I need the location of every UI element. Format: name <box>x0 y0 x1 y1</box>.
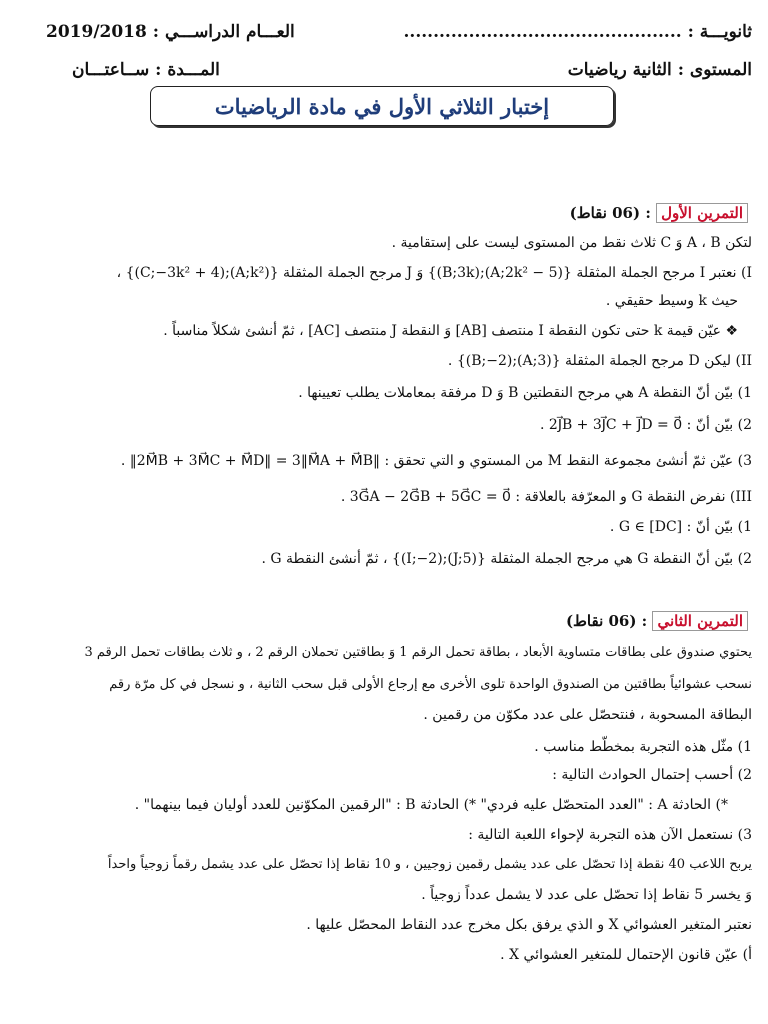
ex1-line: 2) بيّن أنّ النقطة G هي مرجح الجملة المثقلة {(J;5);(I;−2)} ، ثمّ أنشئ النقطة G . <box>261 551 752 567</box>
exam-title: إختبار الثلاثي الأول في مادة الرياضيات <box>214 93 550 119</box>
school-year: العـــام الدراســـي : 2019/2018 <box>46 22 295 42</box>
ex2-line: 1) مثّل هذه التجربة بمخطّط مناسب . <box>534 739 752 755</box>
school-label: ثانويـــة : ............................................... <box>403 22 752 42</box>
ex1-line: II) ليكن D مرجح الجملة المثقلة {(A;3);(B;−2)} . <box>447 353 752 369</box>
ex2-line: أ) عيّن قانون الإحتمال للمتغير العشوائي X . <box>500 947 752 963</box>
ex2-line: نعتبر المتغير العشوائي X و الذي يرفق بكل مخرج عدد النقاط المحصّل عليها . <box>306 917 752 933</box>
exercise2-heading <box>566 612 748 630</box>
ex1-line: 2) بيّن أنّ : 2J⃗B + 3J⃗C + J⃗D = 0⃗ . <box>540 417 752 433</box>
level-label: المستوى : الثانية رياضيات <box>567 60 752 80</box>
ex2-line: *) الحادثة A : "العدد المتحصّل عليه فردي" *) الحادثة B : "الرقمين المكوّنين للعدد أوليان فيما بينهما" . <box>134 797 728 813</box>
ex1-line: حيث k وسيط حقيقي . <box>605 293 738 309</box>
exercise1-title: التمرين الأول <box>656 203 748 223</box>
exercise1-heading <box>570 204 748 222</box>
exam-title-box <box>150 86 614 126</box>
ex1-line: III) نفرض النقطة G و المعرّفة بالعلاقة : 3G⃗A − 2G⃗B + 5G⃗C = 0⃗ . <box>340 489 752 505</box>
ex2-line: البطاقة المسحوبة ، فنتحصّل على عدد مكوّن من رقمين . <box>423 707 752 723</box>
ex1-line: لتكن A ، B وَ C ثلاث نقط من المستوى ليست على إستقامية . <box>391 235 752 251</box>
ex2-line: يحتوي صندوق على بطاقات متساوية الأبعاد ، بطاقة تحمل الرقم 1 وَ بطاقتين تحملان الرقم 2 ، و ثلاث بطاقات تحمل الرقم 3 <box>84 645 752 660</box>
ex2-line: 3) نستعمل الآن هذه التجربة لإحواء اللعبة التالية : <box>468 827 752 843</box>
ex2-line: 2) أحسب إحتمال الحوادث التالية : <box>552 767 752 783</box>
ex1-line: 3) عيّن ثمّ أنشئ مجموعة النقط M من المستوي و التي تحقق : ‖2M⃗B + 3M⃗C + M⃗D‖ = 3‖M⃗A + M⃗B‖ . <box>120 453 752 469</box>
ex2-line: يربح اللاعب 40 نقطة إذا تحصّل على عدد يشمل رقمين زوجيين ، و 10 نقاط إذا تحصّل على عدد يشمل رقماً زوجياً واحداً <box>107 857 752 872</box>
ex2-line: نسحب عشوائياً بطاقتين من الصندوق الواحدة تلوى الأخرى مع إرجاع الأولى قبل سحب الثانية ، و نسجل في كل مرّة رقم <box>109 677 752 692</box>
exercise2-points: : (06 نقاط) <box>565 612 653 630</box>
ex1-line: 1) بيّن أنّ النقطة A هي مرجح النقطتين B وَ D مرفقة بمعاملات يطلب تعيينها . <box>298 385 752 401</box>
ex1-line: 1) بيّن أنّ : G ∈ [DC] . <box>609 519 752 535</box>
ex1-line: I) نعتبر I مرجح الجملة المثقلة {(A;2k² − 5);(B;3k)} وَ J مرجح الجملة المثقلة {(A;k²);(C;−3k² + 4)} ، <box>116 265 752 281</box>
duration-label: المـــدة : ســاعتـــان <box>72 60 220 80</box>
exercise2-title: التمرين الثاني <box>652 611 748 631</box>
ex2-line: وَ يخسر 5 نقاط إذا تحصّل على عدد لا يشمل عدداً زوجياً . <box>421 887 752 903</box>
exercise1-points: : (06 نقاط) <box>569 204 657 222</box>
ex1-line: ❖ عيّن قيمة k حتى تكون النقطة I منتصف [AB] وَ النقطة J منتصف [AC] ، ثمّ أنشئ شكلاً مناسباً . <box>163 323 738 339</box>
